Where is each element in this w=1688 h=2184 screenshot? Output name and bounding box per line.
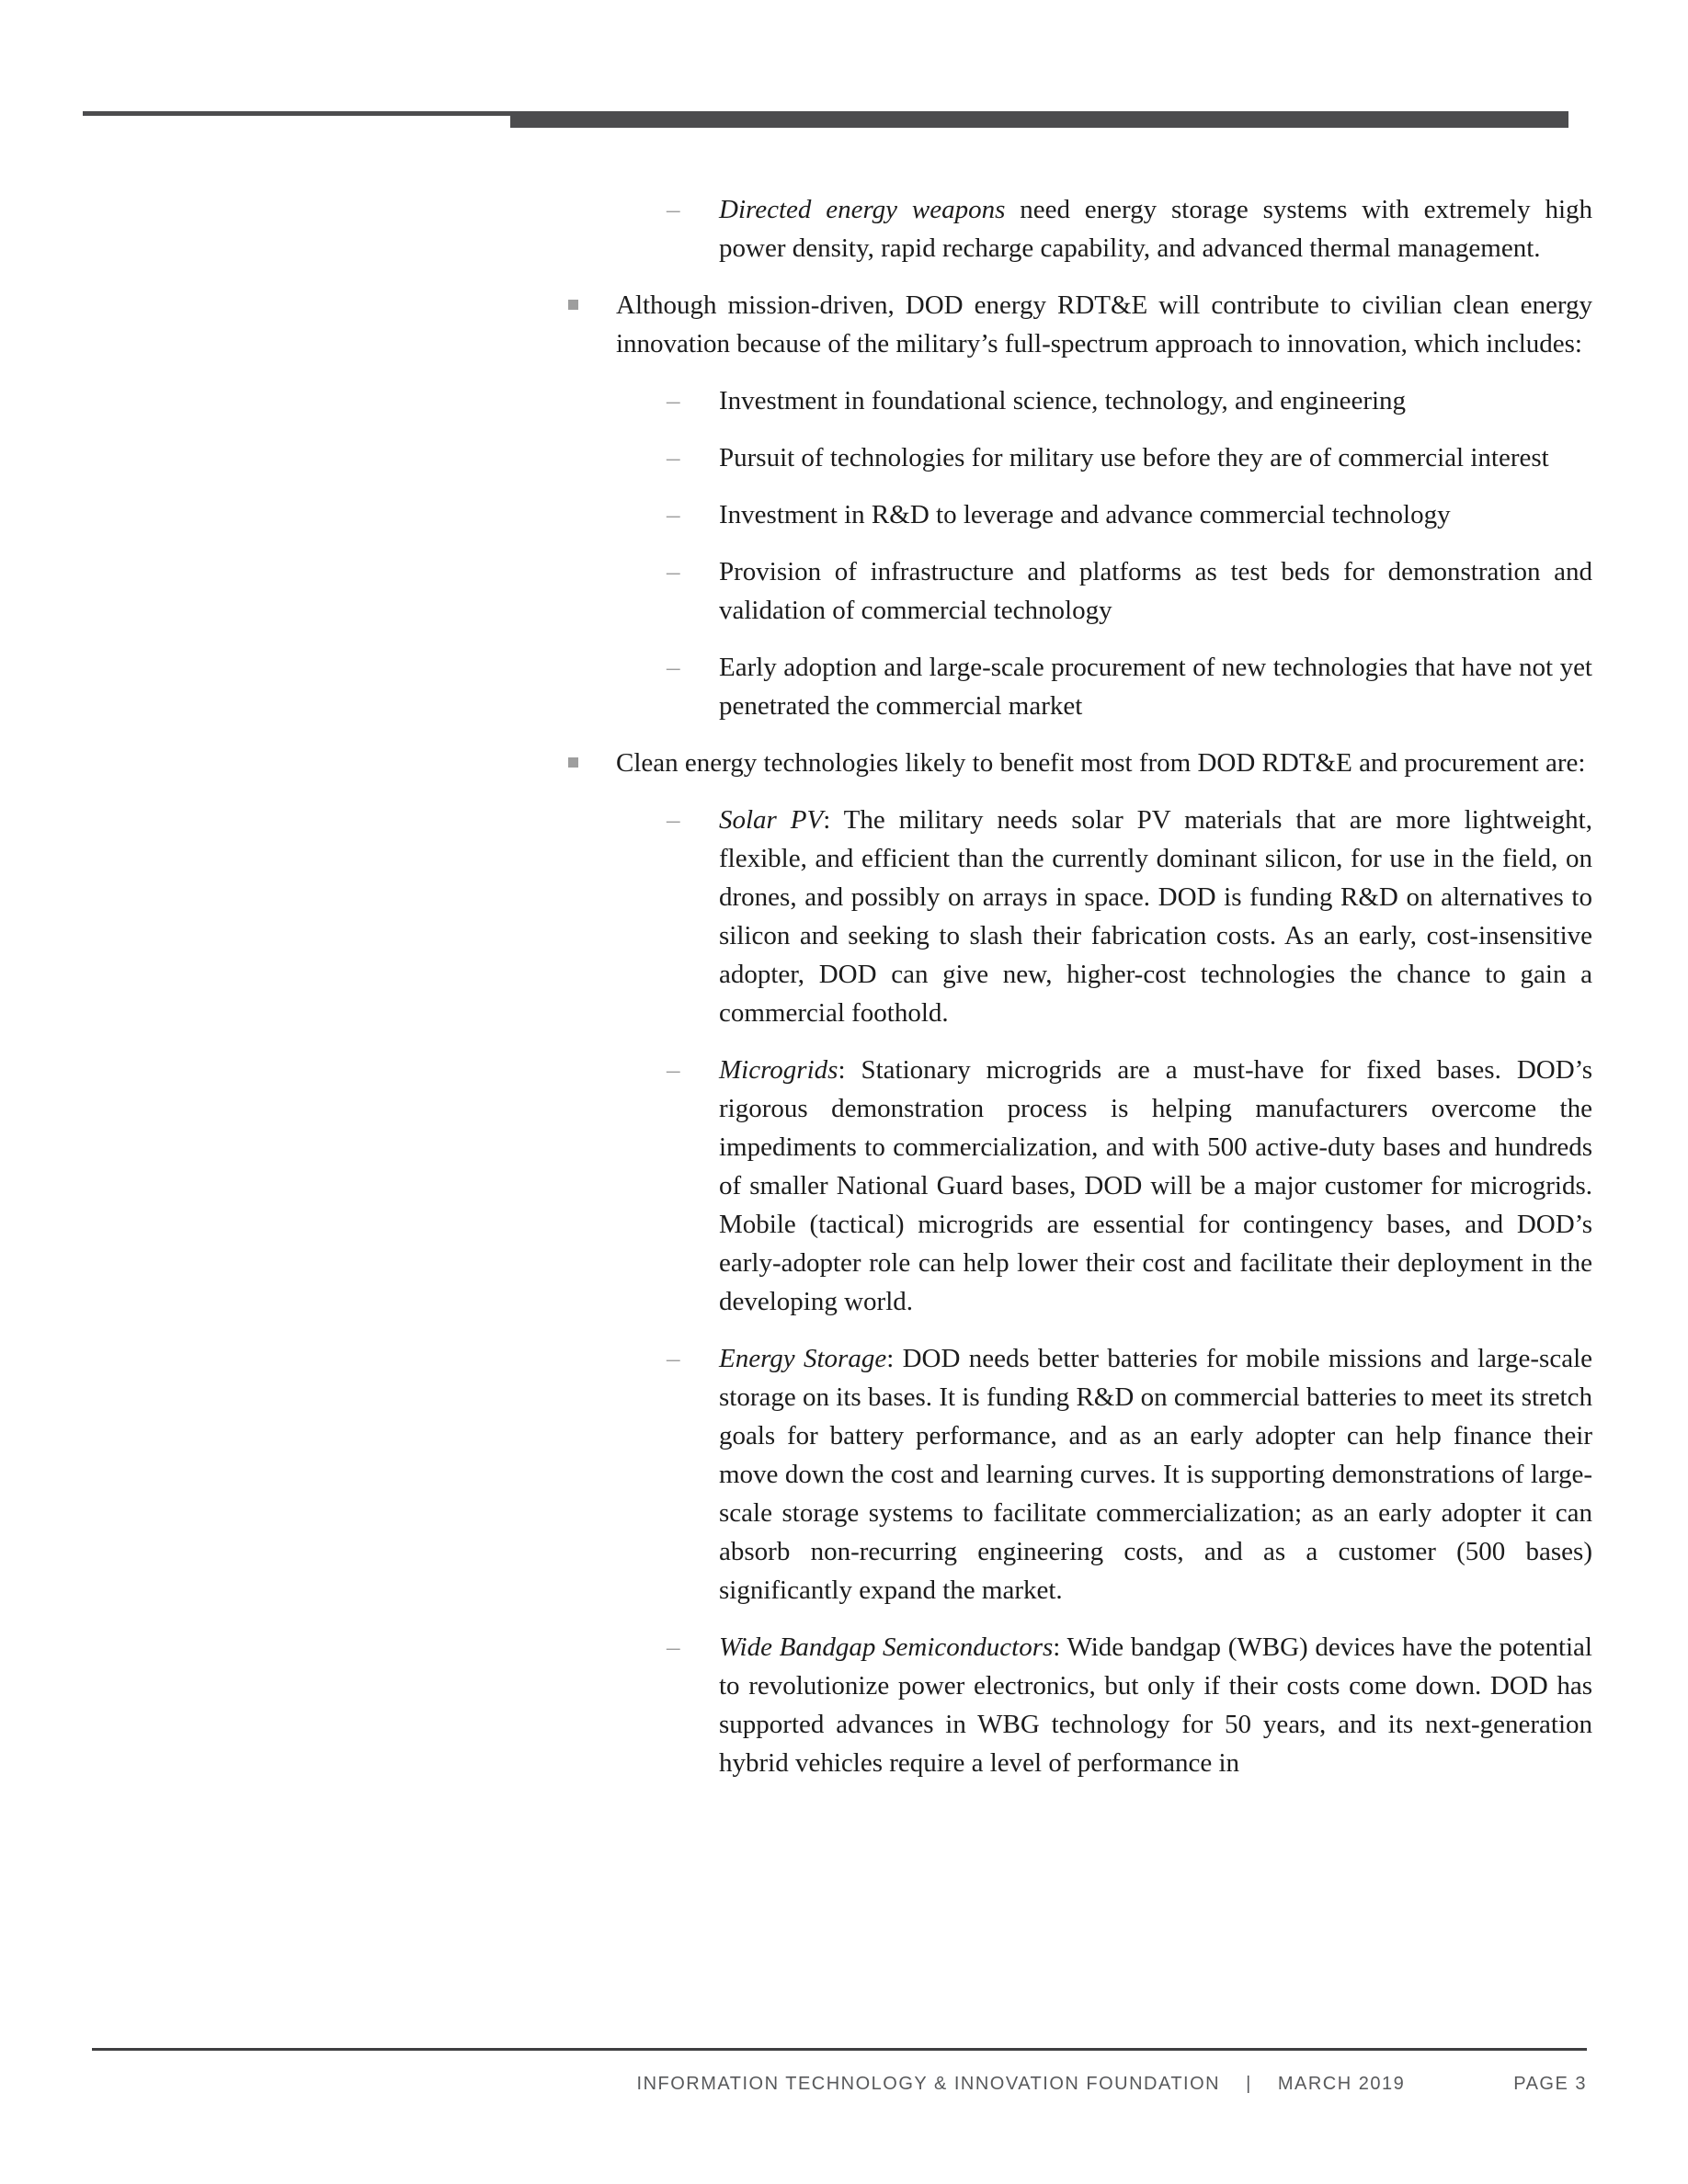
dash-bullet-marker: –: [667, 557, 680, 586]
sub-bullet-item: [0, 648, 1688, 725]
sub-bullet-item: [0, 495, 1688, 534]
dash-bullet-marker: –: [667, 195, 680, 224]
sub-bullet-item: [0, 438, 1688, 477]
item-text: Early adoption and large-scale procurement of new technologies that have not yet penetrated the commercial market: [719, 653, 1592, 721]
footer-date-label: MARCH 2019: [1277, 2074, 1406, 2094]
sub-bullet-item: [0, 1628, 1688, 1782]
sub-bullet-item: [0, 1339, 1688, 1610]
dash-bullet-marker: –: [667, 386, 680, 415]
square-bullet-marker: [568, 757, 578, 768]
dash-bullet-marker: –: [667, 1344, 680, 1373]
item-text: Provision of infrastructure and platforms as test beds for demonstration and validation of commercial technology: [719, 557, 1592, 625]
footer-separator: |: [1246, 2074, 1252, 2094]
footer-page-number: PAGE 3: [1513, 2074, 1587, 2094]
sub-bullet-item: [0, 1051, 1688, 1321]
item-text: Clean energy technologies likely to benefit most from DOD RDT&E and procurement are:: [616, 748, 1586, 778]
bullet-item: [0, 286, 1688, 363]
footer: [0, 2074, 1587, 2095]
dash-bullet-marker: –: [667, 1632, 680, 1662]
content-list: [0, 190, 1688, 1801]
item-lead-italic: Microgrids: [719, 1055, 838, 1085]
sub-bullet-item: [0, 190, 1688, 267]
dash-bullet-marker: –: [667, 500, 680, 529]
item-text: Investment in R&D to leverage and advance commercial technology: [719, 500, 1451, 529]
item-lead-italic: Wide Bandgap Semiconductors: [719, 1632, 1054, 1662]
item-lead-italic: Energy Storage: [719, 1344, 887, 1373]
dash-bullet-marker: –: [667, 653, 680, 682]
square-bullet-marker: [568, 300, 578, 310]
item-text: Investment in foundational science, technology, and engineering: [719, 386, 1407, 415]
sub-bullet-item: [0, 552, 1688, 630]
item-lead-italic: Directed energy weapons: [719, 195, 1006, 224]
item-text: Pursuit of technologies for military use before they are of commercial interest: [719, 443, 1549, 472]
bullet-item: [0, 744, 1688, 782]
item-text: Directed energy weapons need energy storage systems with extremely high power density, rapid recharge capability, and advanced thermal management.: [719, 195, 1592, 263]
item-lead-italic: Solar PV: [719, 805, 824, 835]
item-text: Microgrids: Stationary microgrids are a must-have for fixed bases. DOD’s rigorous demonstration process is helping manufacturers overcome the impediments to commercialization, and with 500 active-duty bases and hundreds of smaller National Guard bases, DOD will be a major customer for microgrids. Mobile (tactical) microgrids are essential for contingency bases, and DOD’s early-adopter role can help lower their cost and facilitate their deployment in the developing world.: [719, 1055, 1592, 1316]
footer-rule: [92, 2048, 1587, 2051]
item-text: Although mission-driven, DOD energy RDT&E will contribute to civilian clean energy innovation because of the military’s full-spectrum approach to innovation, which includes:: [616, 290, 1592, 358]
sub-bullet-item: [0, 801, 1688, 1032]
dash-bullet-marker: –: [667, 443, 680, 472]
dash-bullet-marker: –: [667, 1055, 680, 1085]
header-rule-thick: [510, 111, 1568, 128]
item-text: Solar PV: The military needs solar PV materials that are more lightweight, flexible, and efficient than the currently dominant silicon, for use in the field, on drones, and possibly on arrays in space. DOD is funding R&D on alternatives to silicon and seeking to slash their fabrication costs. As an early, cost-insensitive adopter, DOD can give new, higher-cost technologies the chance to gain a commercial foothold.: [719, 805, 1592, 1028]
item-text: Energy Storage: DOD needs better batteries for mobile missions and large-scale storage on its bases. It is funding R&D on commercial batteries to meet its stretch goals for battery performance, and as an early adopter can help finance their move down the cost and learning curves. It is supporting demonstrations of large-scale storage systems to facilitate commercialization; as an early adopter it can absorb non-recurring engineering costs, and as a customer (500 bases) significantly expand the market.: [719, 1344, 1592, 1605]
sub-bullet-item: [0, 381, 1688, 420]
item-text: Wide Bandgap Semiconductors: Wide bandgap (WBG) devices have the potential to revolutionize power electronics, but only if their costs come down. DOD has supported advances in WBG technology for 50 years, and its next-generation hybrid vehicles require a level of performance in: [719, 1632, 1592, 1778]
dash-bullet-marker: –: [667, 805, 680, 835]
footer-org-label: INFORMATION TECHNOLOGY & INNOVATION FOUNDATION: [636, 2074, 1221, 2094]
